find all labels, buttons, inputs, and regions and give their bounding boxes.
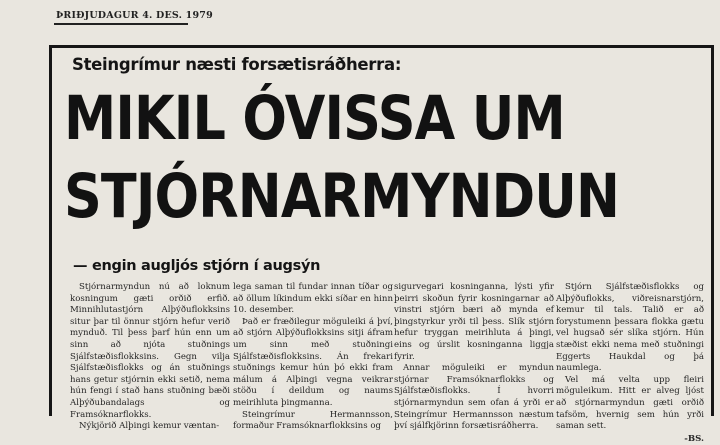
paragraph: lega saman til fundar innan tíðar og að öllum líkindum ekki síðar en hinn 10. desember. <box>233 282 393 316</box>
body-column-4 <box>556 282 704 444</box>
headline-line-2: STJÓRNARMYNDUN <box>64 161 620 232</box>
paragraph: Steingrímur Hermannsson, formaður Framsóknarflokksins og <box>233 409 393 432</box>
headline-line-1: MIKIL ÓVISSA UM <box>64 83 565 154</box>
article-subhead: — engin augljós stjórn í augsýn <box>73 258 321 274</box>
article-headline <box>64 80 623 236</box>
dateline-rule <box>54 23 188 25</box>
body-column-3 <box>394 282 554 432</box>
paragraph: sigurvegari kosninganna, lýsti yfir þeirri skoðun fyrir kosningarnar að vinstri stjórn bæri að mynda ef þingstyrkur yrði til þess. Slík stjórn hefur tryggan meirihluta á þingi, eins og úrslit kosninganna liggja fyrir. <box>394 282 554 362</box>
body-column-1 <box>70 282 230 432</box>
paragraph: Nýkjörið Alþingi kemur væntan- <box>79 421 220 432</box>
byline: -BS. <box>684 433 704 444</box>
paragraph: Stjórn Sjálfstæðisflokks og Alþýðuflokks, viðreisnarstjórn, kemur til tals. Talið er að forystumenn þessara flokka gætu vel hugsað sér slíka stjórn. Hún stæðist ekki nema með stuðningi Eggerts Haukdal og þá naumlega. <box>556 282 704 374</box>
dateline: ÞRIÐJUDAGUR 4. DES. 1979 <box>56 10 213 21</box>
paragraph: Annar möguleiki er myndun stjórnar Framsóknarflokks og Sjálfstæðisflokks. Í hvorri stjórnarmyndun sem ofan á yrði er Steingrímur Hermannsson næstum því sjálfkjörinn forsætisráðherra. <box>394 363 554 432</box>
paragraph: Stjórnarmyndun nú að loknum kosningum gæti orðið erfið. Minnihlutastjórn Alþýðuflokksins situr þar til önnur stjórn hefur verið mynduð. Til þess þarf hún enn um sinn að njóta stuðnings Sjálfstæðisflokksins. Gegn vilja Sjálfstæðisflokks og án stuðnings hans getur stjórnin ekki setið, nema hún fengi í stað hans stuðning bæði Alþýðubandalags og Framsóknarflokks. <box>70 282 230 420</box>
body-column-2 <box>233 282 393 432</box>
article-kicker: Steingrímur næsti forsætisráðherra: <box>72 55 402 74</box>
paragraph: Það er fræðilegur möguleiki á því, að stjórn Alþýðuflokksins sitji áfram um sinn með stuðningi Sjálfstæðisflokksins. Án frekari stuðnings kemur hún þó ekki fram málum á Alþingi vegna veikrar stöðu í deildum og naums meirihluta þingmanna. <box>233 316 393 408</box>
paragraph: Vel má velta upp fleiri möguleikum. Hitt er alveg ljóst að stjórnarmyndun gæti orðið tafsöm, hvernig sem hún yrði saman sett. <box>556 374 704 432</box>
